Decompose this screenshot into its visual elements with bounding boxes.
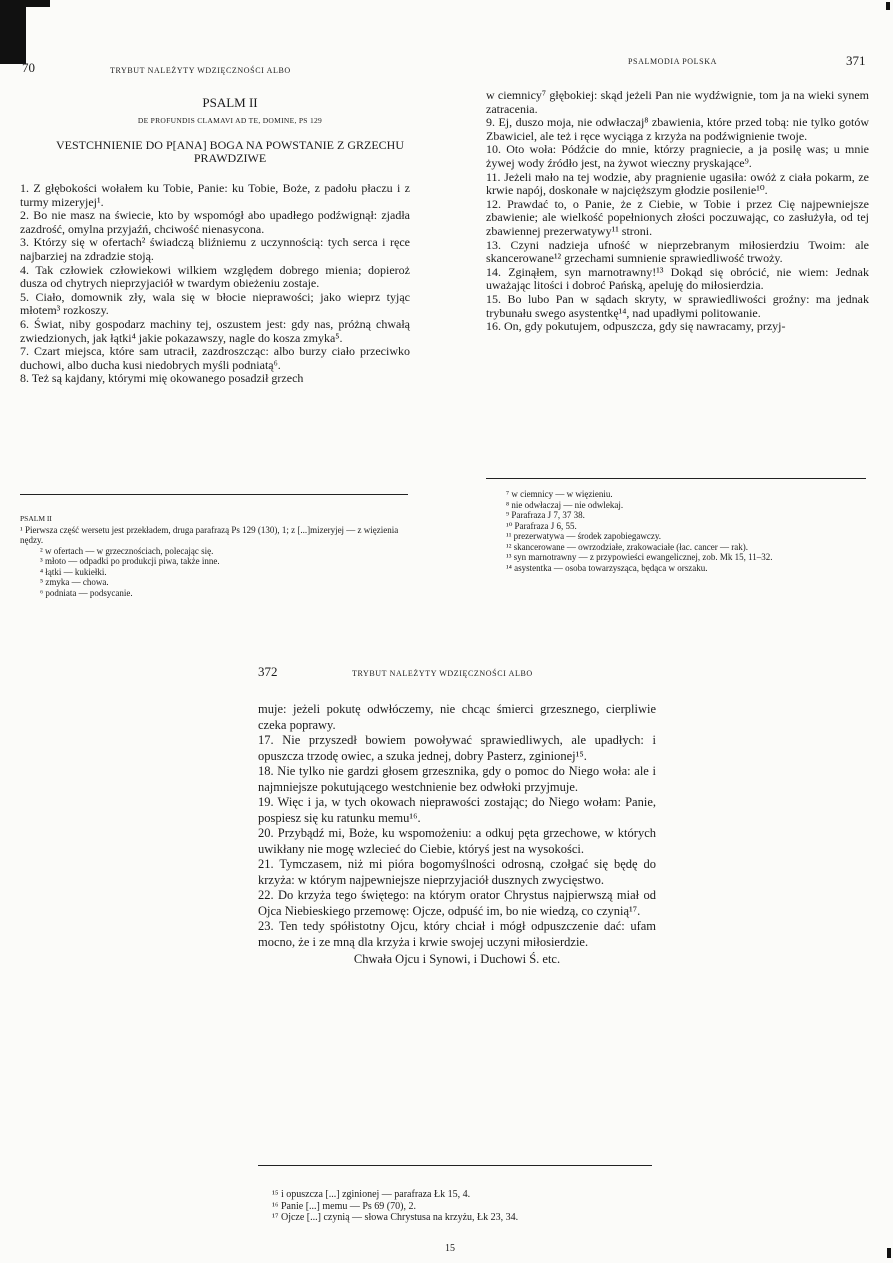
verse: 7. Czart miejsca, które sam utracił, zazdroszcząc: albo burzy ciało przeciwko duchowi, albo ducha kusi niedobrych myśli podniatą⁶. [20,344,410,372]
verse: 17. Nie przyszedł bowiem powoływać sprawiedliwych, ale upadłych: i opuszcza trzodę owiec, a szuka jednej, dobry Pasterz, zginionej¹⁵. [258,733,656,763]
verse: 16. On, gdy pokutujem, odpuszcza, gdy się nawracamy, przyj- [486,319,786,334]
footnote: ¹² skancerowane — owrzodziałe, zrakowaciałe (łac. cancer — rak). [506,541,749,552]
right-running-head: PSALMODIA POLSKA [628,57,717,66]
verse: 9. Ej, duszo moja, nie odwłaczaj⁸ zbawienia, które przed tobą: nie tylko gotów Zbawiciel, ale też i ręce wyciąga z krzyża na podźwignienie twoje. [486,115,869,143]
right-page-text [486,89,869,334]
footnote: ¹ Pierwsza część wersetu jest przekładem, druga parafrazą Ps 129 (130), 1; z [...]mizeryjej — z więzienia nędzy. [20,524,399,545]
footnotes-head: PSALM II [20,514,52,523]
left-footnotes [20,514,410,598]
footnote: ¹³ syn marnotrawny — z przypowieści ewangelicznej, zob. Mk 15, 11–32. [506,552,773,562]
footnote: ² w ofertach — w grzecznościach, polecając się. [40,545,214,556]
footnote: ⁹ Parafraza J 7, 37 38. [506,510,585,520]
verse: 6. Świat, niby gospodarz machiny tej, oszustem jest: gdy nas, próżną chwałą zwiedzionych, jak łątki⁴ jakie pokazawszy, nagle do kosza zmyka⁵. [20,316,410,345]
verse: 13. Czyni nadzieja ufność w nieprzebranym miłosierdziu Twoim: ale skancerowane¹² grzechami sumnienie sprawiedliwość trwoży. [486,237,869,266]
verse: 5. Ciało, domownik zły, wala się w błocie nieprawości; jako wieprz tyjąc młotem³ rozkoszy. [20,289,410,318]
right-footnote-rule [486,478,866,479]
footnote: ¹⁵ i opuszcza [...] zginionej — parafraza Łk 15, 4. [272,1189,471,1200]
scan-edge-corner [0,0,26,64]
verse: 11. Jeżeli mało na tej wodzie, aby pragnienie ugasiła: owóż z ciała pokarm, ze krwie napój, doskonałe w najcięższym głodzie posilenie¹⁰. [486,169,869,198]
verse: 8. Też są kajdany, którymi mię okowanego posadził grzech [20,371,304,386]
verse: 1. Z głębokości wołałem ku Tobie, Panie: ku Tobie, Boże, z padołu płaczu i z turmy mizeryjej¹. [20,181,410,209]
verse: 19. Więc i ja, w tych okowach nieprawości zostając; do Niego wołam: Panie, pospiesz się ku ratunku memu¹⁶. [258,795,656,825]
scan-edge-right-bottom [887,1248,891,1258]
verse: 20. Przybądź mi, Boże, ku wspomożeniu: a odkuj pęta grzechowe, w których uwikłany nie mogę wzlecieć do Ciebie, któryś jest na wysokości. [258,826,656,856]
left-page-number: 70 [22,60,35,75]
verse: w ciemnicy⁷ głębokiej: skąd jeżeli Pan nie wydźwignie, tom ja na wieki synem zatracenia. [486,88,869,116]
footnote: ¹⁷ Ojcze [...] czynią — słowa Chrystusa na krzyżu, Łk 23, 34. [272,1212,519,1223]
verse: 4. Tak człowiek człowiekowi wilkiem względem dobrego mienia; dopieroż dusza od chytrych nieprzyjaciół w twardym obieżeniu zostaje. [20,262,410,291]
subtitle-line2: PRAWDZIWE [193,151,267,165]
bottom-mark: 15 [445,1243,455,1254]
footnote: ⁴ łątki — kukiełki. [40,566,107,577]
bottom-page-number: 372 [258,664,278,679]
bottom-footnotes [272,1189,656,1224]
verse: 2. Bo nie masz na świecie, kto by wspomógł abo upadłego podźwignął: zjadła zazdrość, omylna przyjaźń, chciwość nienasycona. [20,208,410,236]
bottom-page-text [258,702,656,968]
footnote: ¹⁰ Parafraza J 6, 55. [506,520,577,531]
footnote: ⁸ nie odwłaczaj — nie odwlekaj. [506,499,624,510]
left-running-head: TRYBUT NALEŻYTY WDZIĘCZNOŚCI ALBO [110,66,291,75]
verse: muje: jeżeli pokutę odwłóczemy, nie chcąc śmierci grzesznego, cierpliwie czeka poprawy. [258,702,656,732]
footnote: ³ młoto — odpadki po produkcji piwa, także inne. [40,556,220,566]
right-footnotes [486,489,869,573]
verse: 14. Zginąłem, syn marnotrawny!¹³ Dokąd się obrócić, nie wiem: Jednak uważając litości i dobroć Pańską, apeluję do miłosierdzia. [486,264,869,293]
verse: 10. Oto woła: Pódźcie do mnie, którzy pragniecie, a ja posilę was; u mnie żywej wody źródło jest, na żywot wieczny pryskające⁹. [486,142,869,170]
left-footnote-rule [20,494,408,495]
footnote: ¹⁶ Panie [...] memu — Ps 69 (70), 2. [272,1200,416,1212]
left-page-text [20,182,410,386]
footnote: ⁷ w ciemnicy — w więzieniu. [506,489,613,499]
bottom-running-head: TRYBUT NALEŻYTY WDZIĘCZNOŚCI ALBO [352,669,533,678]
verse: 12. Prawdać to, o Panie, że z Ciebie, w Tobie i przez Cię najpewniejsze zbawienie; ale wielkość popełnionych złości poczuwając, co zasłużyła, od tej zbawiennej prezerwatywy¹¹ stroni. [486,196,869,238]
scan-edge-top [0,0,50,7]
verse: 23. Ten tedy spółistotny Ojcu, który chciał i mógł odpuszczenie dać: ufam mocno, że i ze mną dla krzyża i krwie swojej uczyni miłosierdzie. [258,919,656,949]
bottom-footnote-rule [258,1165,652,1166]
verse: 15. Bo lubo Pan w sądach skryty, w sprawiedliwości groźny: ma jednak trybunału swego asystentkę¹⁴, nad upadłymi politowanie. [486,291,869,320]
footnote: ¹¹ prezerwatywa — środek zapobiegawczy. [506,531,661,541]
footnote: ¹⁴ asystentka — osoba towarzysząca, będąca w orszaku. [506,562,708,573]
scan-edge-right [886,2,890,10]
verse: 18. Nie tylko nie gardzi głosem grzesznika, gdy o pomoc do Niego woła: ale i najmniejsze pokutującego westchnienie bez odwłoki przyjmuje. [258,764,656,794]
right-page-number: 371 [846,53,866,68]
psalm-title: PSALM II [202,95,258,110]
verse: 22. Do krzyża tego świętego: na którym orator Chrystus najpierwszą miał od Ojca Niebieskiego przemowę: Ojcze, odpuść im, bo nie wiedzą, co czynią¹⁷. [258,888,656,918]
latin-incipit: DE PROFUNDIS CLAMAVI AD TE, DOMINE, PS 129 [137,116,323,125]
footnote: ⁶ podniata — podsycanie. [40,587,133,598]
verse: 21. Tymczasem, niż mi pióra bogomyślności odrosną, czołgać się będę do krzyża: w którym najpewniejsze nieprzyjaciół dusznych zwycięstwo. [258,857,656,887]
doxology: Chwała Ojcu i Synowi, i Duchowi Ś. etc. [353,952,561,966]
footnote: ⁵ zmyka — chowa. [40,577,109,587]
verse: 3. Którzy się w ofertach² świadczą bliźniemu z uczynnością: tych serca i ręce najbarziej na zdradzie stoją. [20,235,410,263]
subtitle-line1: VESTCHNIENIE DO P[ANA] BOGA NA POWSTANIE Z GRZECHU [55,138,405,152]
